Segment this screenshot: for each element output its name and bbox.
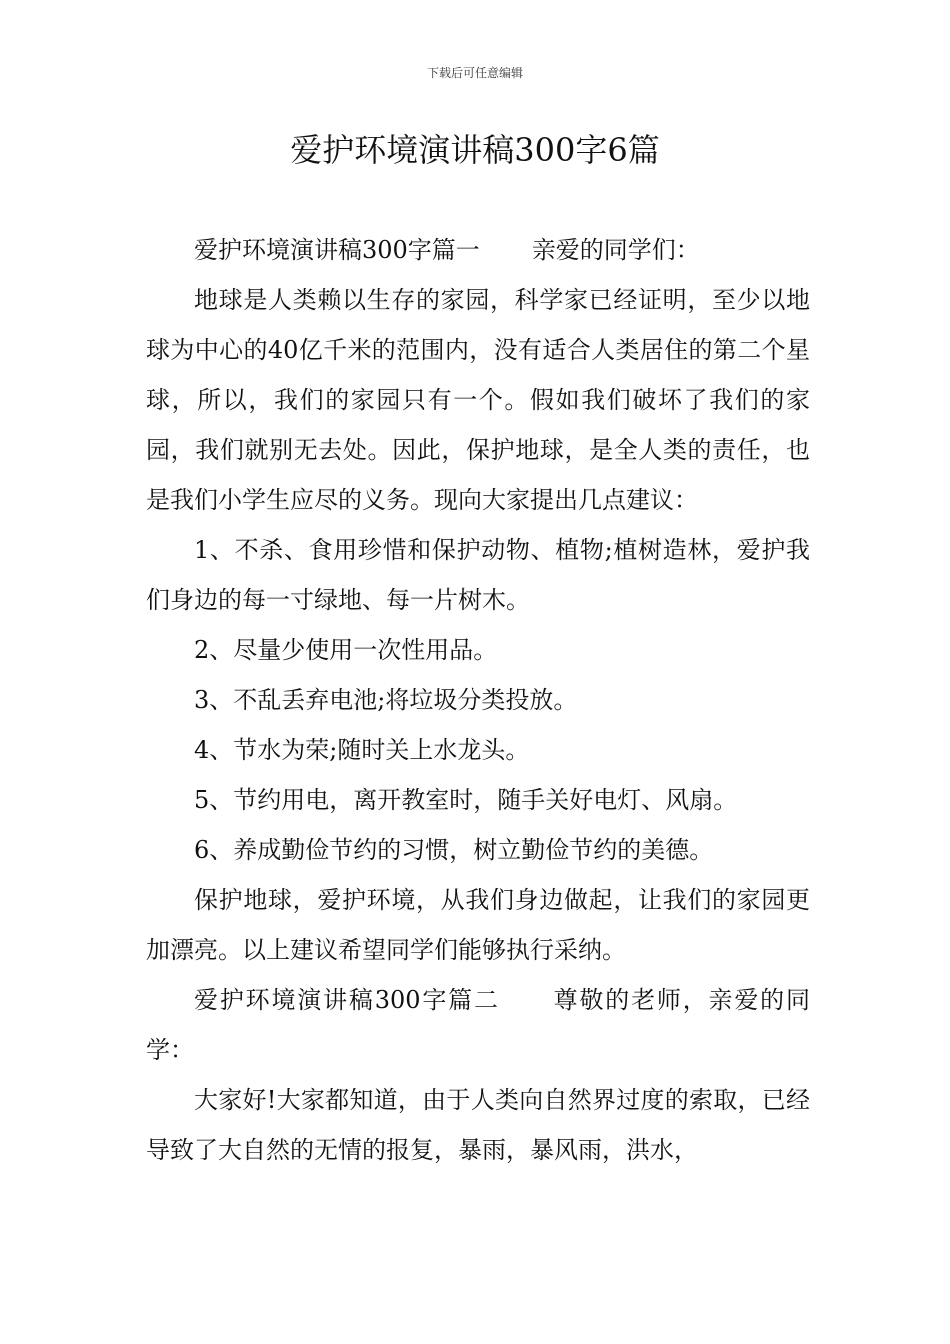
list-item: 5、节约用电，离开教室时，随手关好电灯、风扇。 xyxy=(194,786,738,814)
list-item: 6、养成勤俭节约的习惯，树立勤俭节约的美德。 xyxy=(194,836,714,864)
list-item: 1、不杀、食用珍惜和保护动物、植物;植树造林，爱护我们身边的每一寸绿地、每一片树木。 xyxy=(146,536,810,614)
header-note: 下载后可任意编辑 xyxy=(426,66,523,80)
paragraph-section-two-heading xyxy=(146,975,810,1075)
paragraph: 大家好!大家都知道，由于人类向自然界过度的索取，已经导致了大自然的无情的报复，暴雨，暴风雨，洪水， xyxy=(146,1086,810,1164)
salutation: 亲爱的同学们： xyxy=(531,236,700,264)
salutation: 尊敬的老师，亲爱的同学： xyxy=(146,986,810,1064)
paragraph-section-one-heading xyxy=(146,225,810,275)
section-heading: 爱护环境演讲稿300字篇一 xyxy=(194,236,480,264)
section-heading: 爱护环境演讲稿300字篇二 xyxy=(194,986,500,1014)
paragraph: 保护地球，爱护环境，从我们身边做起，让我们的家园更加漂亮。以上建议希望同学们能够执行采纳。 xyxy=(146,886,810,964)
list-item: 2、尽量少使用一次性用品。 xyxy=(194,636,498,664)
list-item: 4、节水为荣;随时关上水龙头。 xyxy=(194,736,530,764)
list-item: 3、不乱丢弃电池;将垃圾分类投放。 xyxy=(194,686,578,714)
document-title: 爱护环境演讲稿300字6篇 xyxy=(290,131,660,169)
document-body xyxy=(146,225,810,1175)
paragraph: 地球是人类赖以生存的家园，科学家已经证明，至少以地球为中心的40亿千米的范围内，没有适合人类居住的第二个星球，所以，我们的家园只有一个。假如我们破坏了我们的家园，我们就别无去处。因此，保护地球，是全人类的责任，也是我们小学生应尽的义务。现向大家提出几点建议： xyxy=(146,286,810,514)
